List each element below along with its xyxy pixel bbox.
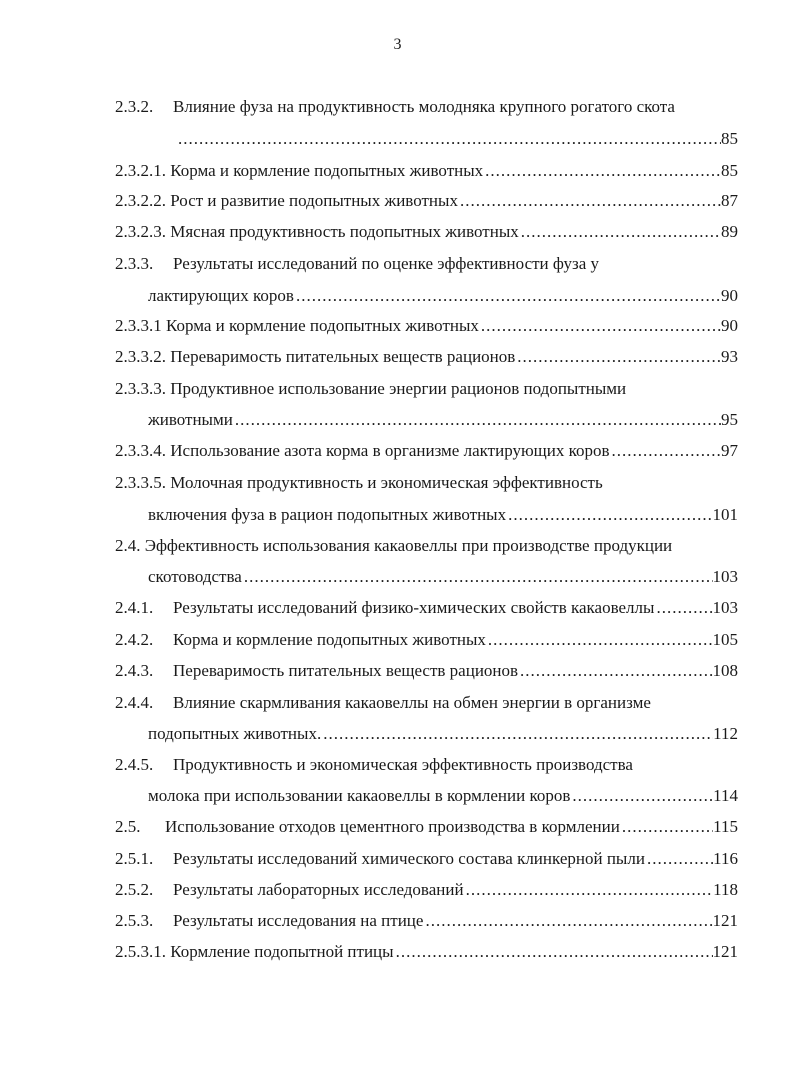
toc-entry-page: 101 — [712, 505, 738, 524]
toc-entry-2-3-3 — [115, 252, 738, 276]
toc-entry-2-4-5-continued — [148, 784, 738, 808]
toc-entry-number: 2.5.3.1. — [115, 942, 166, 961]
toc-entry-2-3-3-2 — [115, 345, 738, 369]
toc-entry-page: 93 — [721, 347, 738, 366]
toc-entry-title: Результаты исследований физико-химических свойств какаовеллы — [173, 598, 655, 617]
toc-entry-page: 90 — [721, 316, 738, 335]
toc-entry-2-5-1 — [115, 847, 738, 871]
toc-entry-2-3-2-2 — [115, 189, 738, 213]
toc-entry-page: 116 — [713, 849, 738, 868]
toc-entry-2-3-3-continued — [148, 284, 738, 308]
toc-entry-2-4 — [115, 534, 738, 558]
toc-entry-page: 85 — [721, 161, 738, 180]
dot-leader — [508, 503, 712, 527]
toc-entry-2-4-4 — [115, 691, 738, 715]
toc-entry-title: Продуктивность и экономическая эффективность производства — [173, 755, 633, 774]
toc-entry-page: 118 — [713, 880, 738, 899]
toc-entry-page: 103 — [712, 598, 738, 617]
toc-entry-2-5 — [115, 815, 738, 839]
toc-entry-title: Влияние скармливания какаовеллы на обмен энергии в организме — [173, 693, 651, 712]
toc-entry-page: 105 — [712, 630, 738, 649]
toc-entry-number: 2.3.3. — [115, 254, 154, 273]
toc-entry-number: 2.3.2. — [115, 97, 154, 116]
toc-entry-page: 97 — [721, 441, 738, 460]
toc-entry-title: Кормление подопытной птицы — [170, 942, 394, 961]
dot-leader — [612, 439, 721, 463]
dot-leader — [572, 784, 713, 808]
dot-leader — [466, 878, 714, 902]
toc-entry-number: 2.5.2. — [115, 880, 154, 899]
toc-entry-title: Переваримость питательных веществ рационов — [170, 347, 516, 366]
dot-leader — [296, 284, 721, 308]
toc-entry-title: Корма и кормление подопытных животных — [170, 161, 484, 180]
toc-entry-number: 2.4.1. — [115, 598, 154, 617]
dot-leader — [460, 189, 721, 213]
toc-entry-title-continued: молока при использовании какаовеллы в кормлении коров — [148, 786, 571, 805]
toc-entry-page: 108 — [712, 661, 738, 680]
dot-leader — [396, 940, 713, 964]
toc-entry-2-4-2 — [115, 628, 738, 652]
toc-entry-2-3-3-4 — [115, 439, 738, 463]
toc-entry-number: 2.4.4. — [115, 693, 154, 712]
toc-entry-title-continued: скотоводства — [148, 567, 242, 586]
toc-entry-title: Влияние фуза на продуктивность молодняка крупного рогатого скота — [173, 97, 675, 116]
toc-entry-title: Продуктивное использование энергии рационов подопытными — [170, 379, 627, 398]
toc-entry-2-3-2-1 — [115, 159, 738, 183]
dot-leader — [488, 628, 713, 652]
toc-entry-2-4-continued — [148, 565, 738, 589]
toc-entry-page: 112 — [713, 724, 738, 743]
toc-entry-number: 2.5.3. — [115, 911, 154, 930]
toc-entry-2-3-3-3-continued — [148, 408, 738, 432]
toc-entry-page: 89 — [721, 222, 738, 241]
page-number: 3 — [393, 36, 402, 53]
toc-entry-2-3-2-leader — [176, 127, 738, 151]
toc-entry-2-4-4-continued — [148, 722, 738, 746]
toc-entry-title: Использование отходов цементного производства в кормлении — [165, 817, 620, 836]
toc-entry-title: Результаты исследований по оценке эффективности фуза у — [173, 254, 599, 273]
toc-entry-title: Результаты исследований химического состава клинкерной пыли — [173, 849, 645, 868]
toc-entry-page: 121 — [712, 911, 738, 930]
toc-entry-page: 95 — [721, 410, 738, 429]
dot-leader — [517, 345, 721, 369]
toc-entry-title-continued: подопытных животных. — [148, 724, 322, 743]
toc-entry-2-4-1 — [115, 596, 738, 620]
toc-entry-number: 2.4. — [115, 536, 141, 555]
toc-entry-title: Результаты исследования на птице — [173, 911, 424, 930]
dot-leader — [425, 909, 712, 933]
toc-entry-title-continued: включения фуза в рацион подопытных животных — [148, 505, 507, 524]
toc-entry-number: 2.3.2.2. — [115, 191, 166, 210]
toc-entry-number: 2.3.3.1 — [115, 316, 162, 335]
toc-entry-page: 87 — [721, 191, 738, 210]
dot-leader — [323, 722, 713, 746]
toc-entry-page: 115 — [713, 817, 738, 836]
toc-entry-number: 2.3.2.3. — [115, 222, 166, 241]
toc-entry-page: 114 — [713, 786, 738, 805]
toc-entry-title-continued: животными — [148, 410, 233, 429]
toc-entry-title: Использование азота корма в организме лактирующих коров — [170, 441, 610, 460]
toc-entry-2-5-3 — [115, 909, 738, 933]
dot-leader — [622, 815, 713, 839]
toc-entry-number: 2.3.3.2. — [115, 347, 166, 366]
dot-leader — [481, 314, 721, 338]
toc-entry-number: 2.5.1. — [115, 849, 154, 868]
dot-leader — [656, 596, 712, 620]
toc-entry-title-continued: лактирующих коров — [148, 286, 294, 305]
toc-entry-2-4-3 — [115, 659, 738, 683]
dot-leader — [485, 159, 721, 183]
toc-entry-2-3-3-5-continued — [148, 503, 738, 527]
dot-leader — [521, 220, 721, 244]
toc-entry-2-5-3-1 — [115, 940, 738, 964]
toc-entry-2-3-3-5 — [115, 471, 738, 495]
toc-entry-page: 85 — [721, 129, 738, 148]
toc-entry-number: 2.3.3.3. — [115, 379, 166, 398]
toc-entry-number: 2.4.5. — [115, 755, 154, 774]
toc-entry-page: 121 — [712, 942, 738, 961]
toc-entry-number: 2.3.3.5. — [115, 473, 166, 492]
toc-entry-number: 2.4.2. — [115, 630, 154, 649]
dot-leader — [244, 565, 713, 589]
toc-entry-title: Переваримость питательных веществ рационов — [173, 661, 519, 680]
toc-entry-title: Рост и развитие подопытных животных — [170, 191, 458, 210]
toc-entry-page: 90 — [721, 286, 738, 305]
toc-entry-2-3-2-3 — [115, 220, 738, 244]
toc-entry-title: Корма и кормление подопытных животных — [166, 316, 479, 335]
toc-entry-2-5-2 — [115, 878, 738, 902]
toc-entry-2-3-3-1 — [115, 314, 738, 338]
toc-entry-title: Эффективность использования какаовеллы при производстве продукции — [144, 536, 673, 555]
dot-leader — [520, 659, 712, 683]
toc-entry-title: Мясная продуктивность подопытных животных — [170, 222, 519, 241]
toc-entry-title: Корма и кормление подопытных животных — [173, 630, 486, 649]
toc-entry-number: 2.3.3.4. — [115, 441, 166, 460]
toc-entry-number: 2.3.2.1. — [115, 161, 166, 180]
dot-leader — [178, 127, 721, 151]
toc-entry-2-4-5 — [115, 753, 738, 777]
toc-entry-number: 2.4.3. — [115, 661, 154, 680]
toc-entry-2-3-3-3 — [115, 377, 738, 401]
toc-entry-2-3-2 — [115, 95, 738, 119]
toc-entry-title: Молочная продуктивность и экономическая эффективность — [170, 473, 603, 492]
dot-leader — [235, 408, 721, 432]
toc-entry-number: 2.5. — [115, 817, 141, 836]
toc-entry-title: Результаты лабораторных исследований — [173, 880, 464, 899]
toc-entry-page: 103 — [712, 567, 738, 586]
dot-leader — [647, 847, 713, 871]
